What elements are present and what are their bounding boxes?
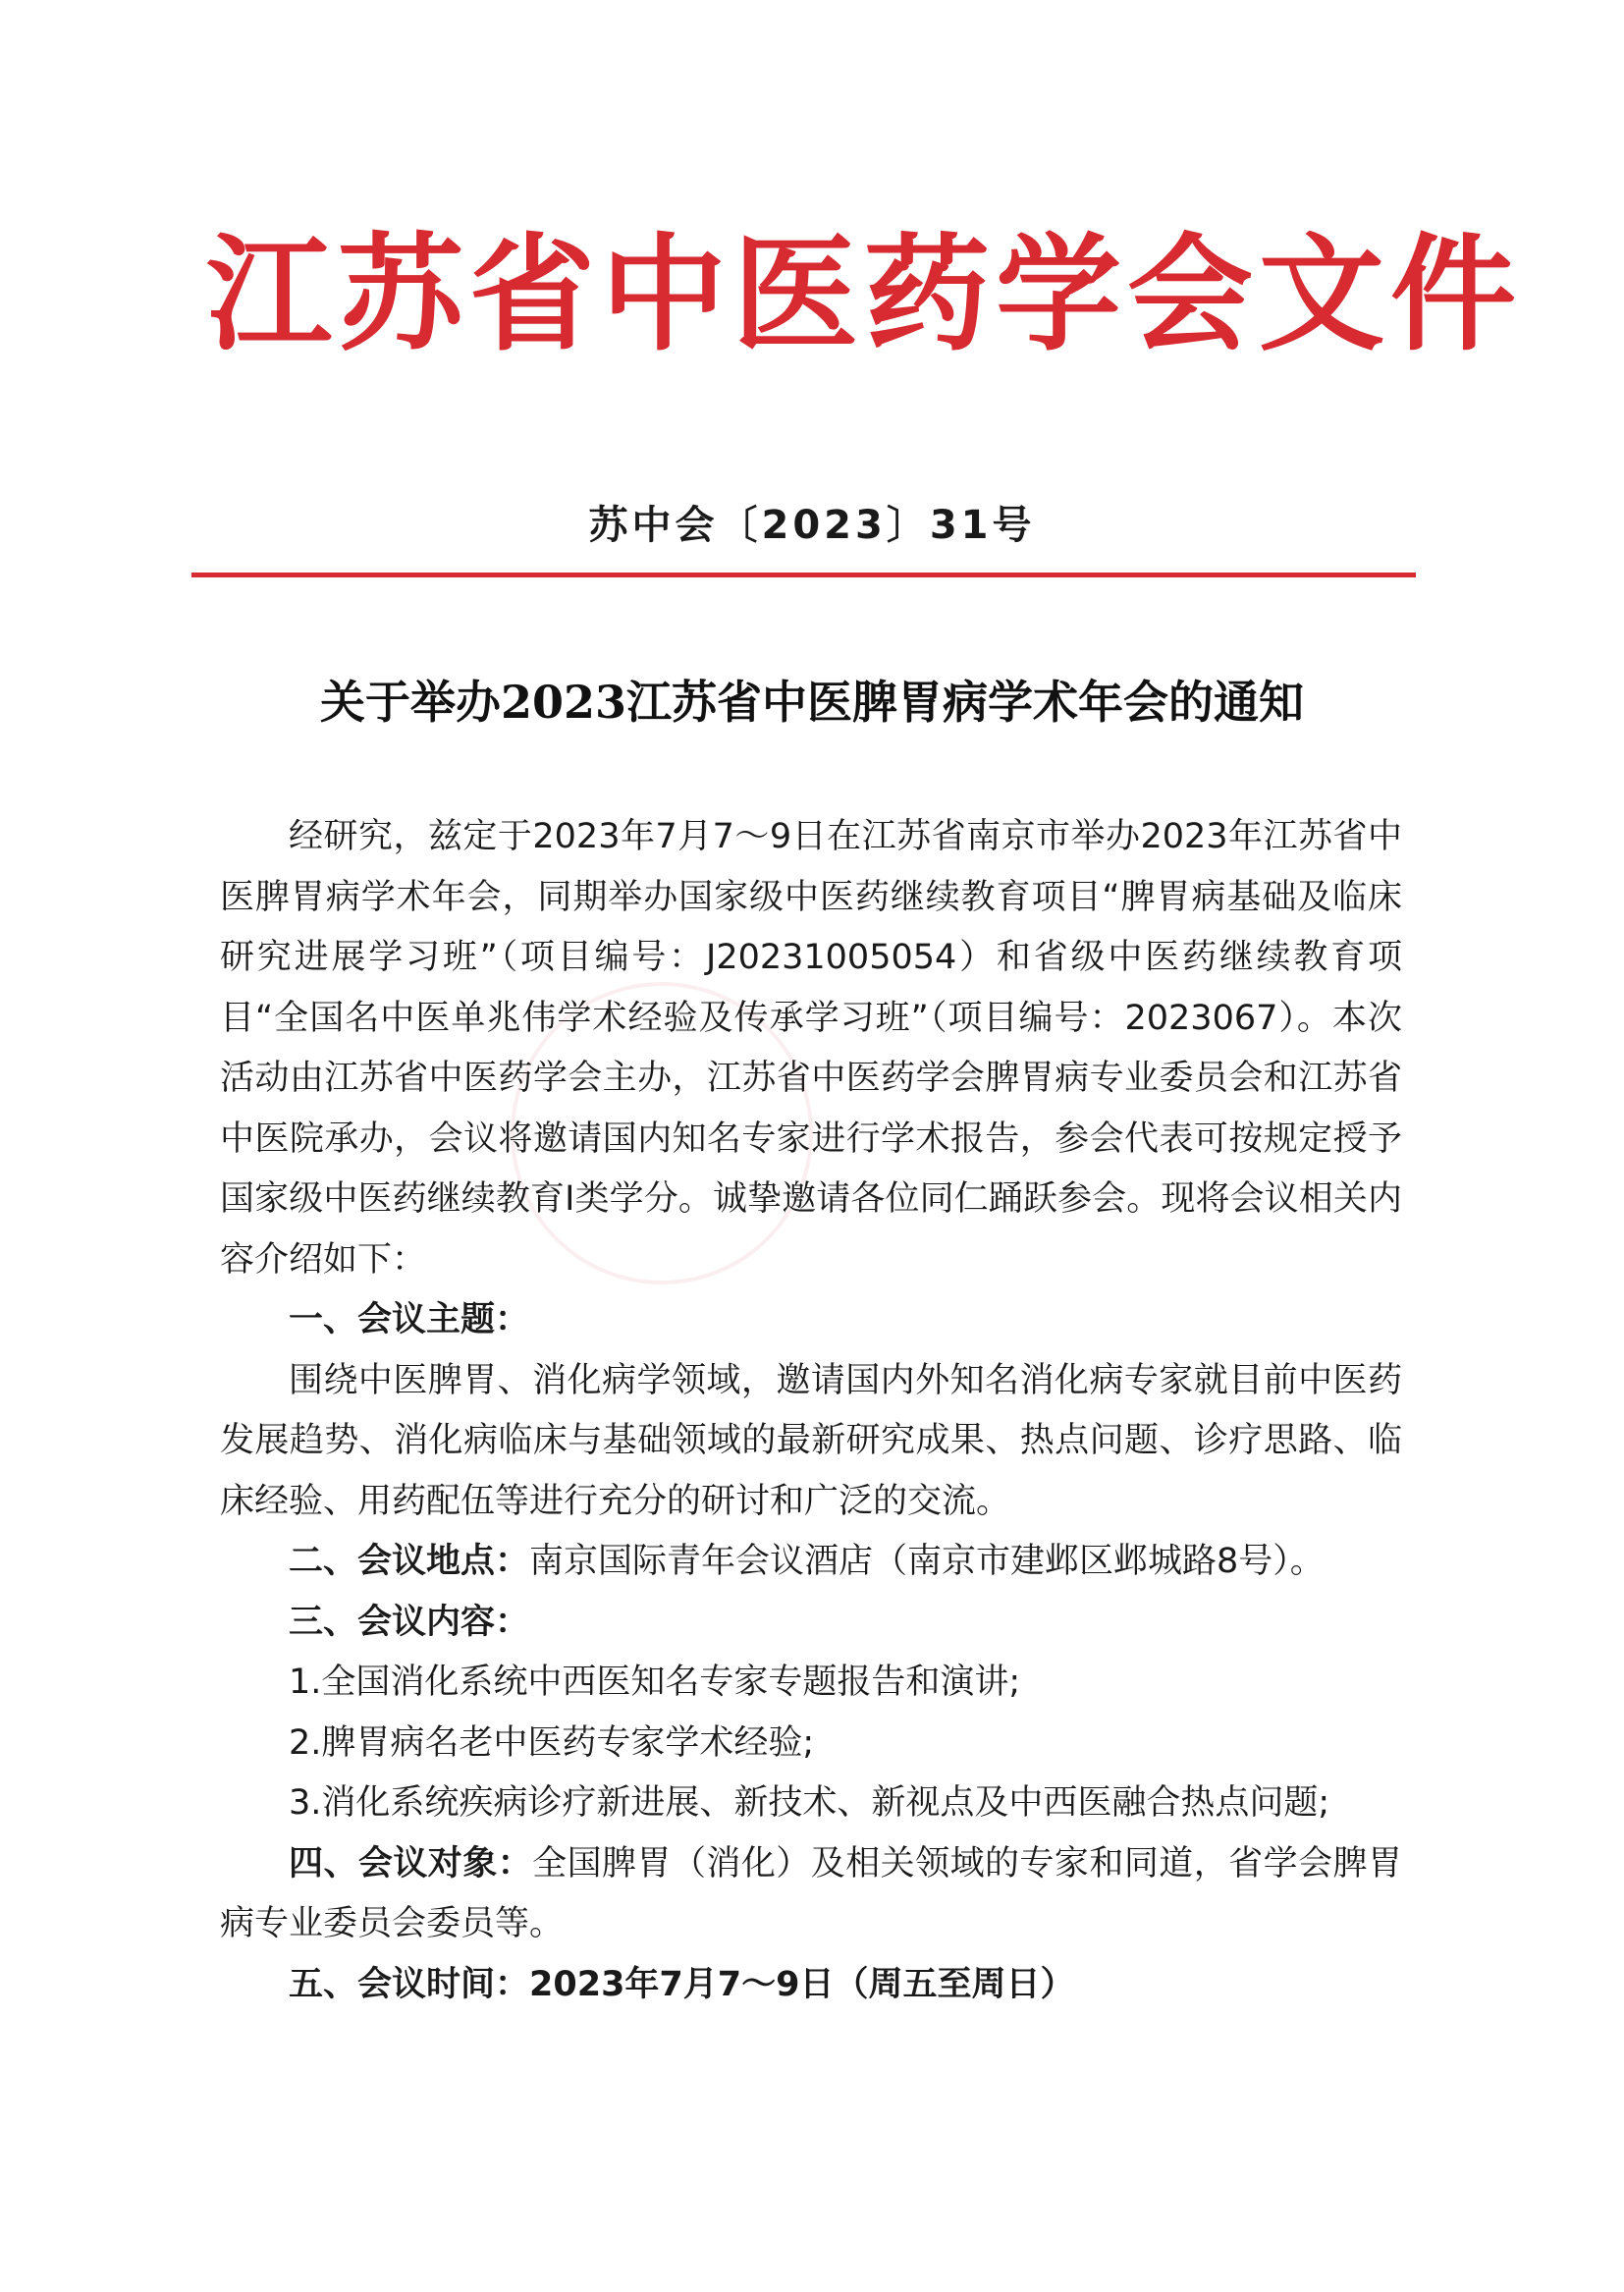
section-3-item-1: 1.全国消化系统中西医知名专家专题报告和演讲; [289, 1663, 1021, 1702]
section-3-heading [220, 1593, 1402, 1654]
section-1-title: 一、会议主题： [289, 1300, 530, 1339]
section-1-heading [220, 1290, 1402, 1351]
section-5-text: 2023年7月7～9日（周五至周日） [529, 1964, 1075, 2004]
section-4-paragraph [220, 1834, 1402, 1955]
notice-title: 关于举办2023江苏省中医脾胃病学术年会的通知 [319, 676, 1305, 729]
section-5-paragraph [220, 1955, 1402, 2016]
section-2-text: 南京国际青年会议酒店（南京市建邺区邺城路8号）。 [529, 1542, 1325, 1581]
org-header-title: 江苏省中医药学会文件 [206, 221, 1523, 368]
section-4-text: 全国脾胃（消化）及相关领域的专家和同道，省学会脾胃病专业委员会委员等。 [220, 1843, 1402, 1943]
section-3-item-3: 3.消化系统疾病诊疗新进展、新技术、新视点及中西医融合热点问题; [289, 1783, 1330, 1823]
section-4-title: 四、会议对象： [289, 1843, 533, 1883]
intro-paragraph: 经研究，兹定于2023年7月7～9日在江苏省南京市举办2023年江苏省中医脾胃病学术年会，同期举办国家级中医药继续教育项目“脾胃病基础及临床研究进展学习班”（项目编号：J20231005054）和省级中医药继续教育项目“全国名中医单兆伟学术经验及传承学习班”（项目编号：2023067）。本次活动由江苏省中医药学会主办，江苏省中医药学会脾胃病专业委员会和江苏省中医院承办，会议将邀请国内知名专家进行学术报告，参会代表可按规定授予国家级中医药继续教育Ⅰ类学分。诚挚邀请各位同仁踊跃参会。现将会议相关内容介绍如下： [220, 817, 1402, 1280]
section-2-paragraph [220, 1532, 1402, 1593]
section-5-title: 五、会议时间： [289, 1964, 530, 2004]
notice-body [220, 807, 1402, 2015]
section-3-title: 三、会议内容： [289, 1602, 530, 1642]
document-number: 苏中会〔2023〕31号 [588, 503, 1036, 548]
section-1-paragraph: 围绕中医脾胃、消化病学领域，邀请国内外知名消化病专家就目前中医药发展趋势、消化病临床与基础领域的最新研究成果、热点问题、诊疗思路、临床经验、用药配伍等进行充分的研讨和广泛的交流。 [220, 1360, 1402, 1521]
section-2-title: 二、会议地点： [289, 1542, 530, 1581]
red-divider-line [191, 573, 1416, 577]
section-3-item-2: 2.脾胃病名老中医药专家学术经验; [289, 1722, 815, 1763]
